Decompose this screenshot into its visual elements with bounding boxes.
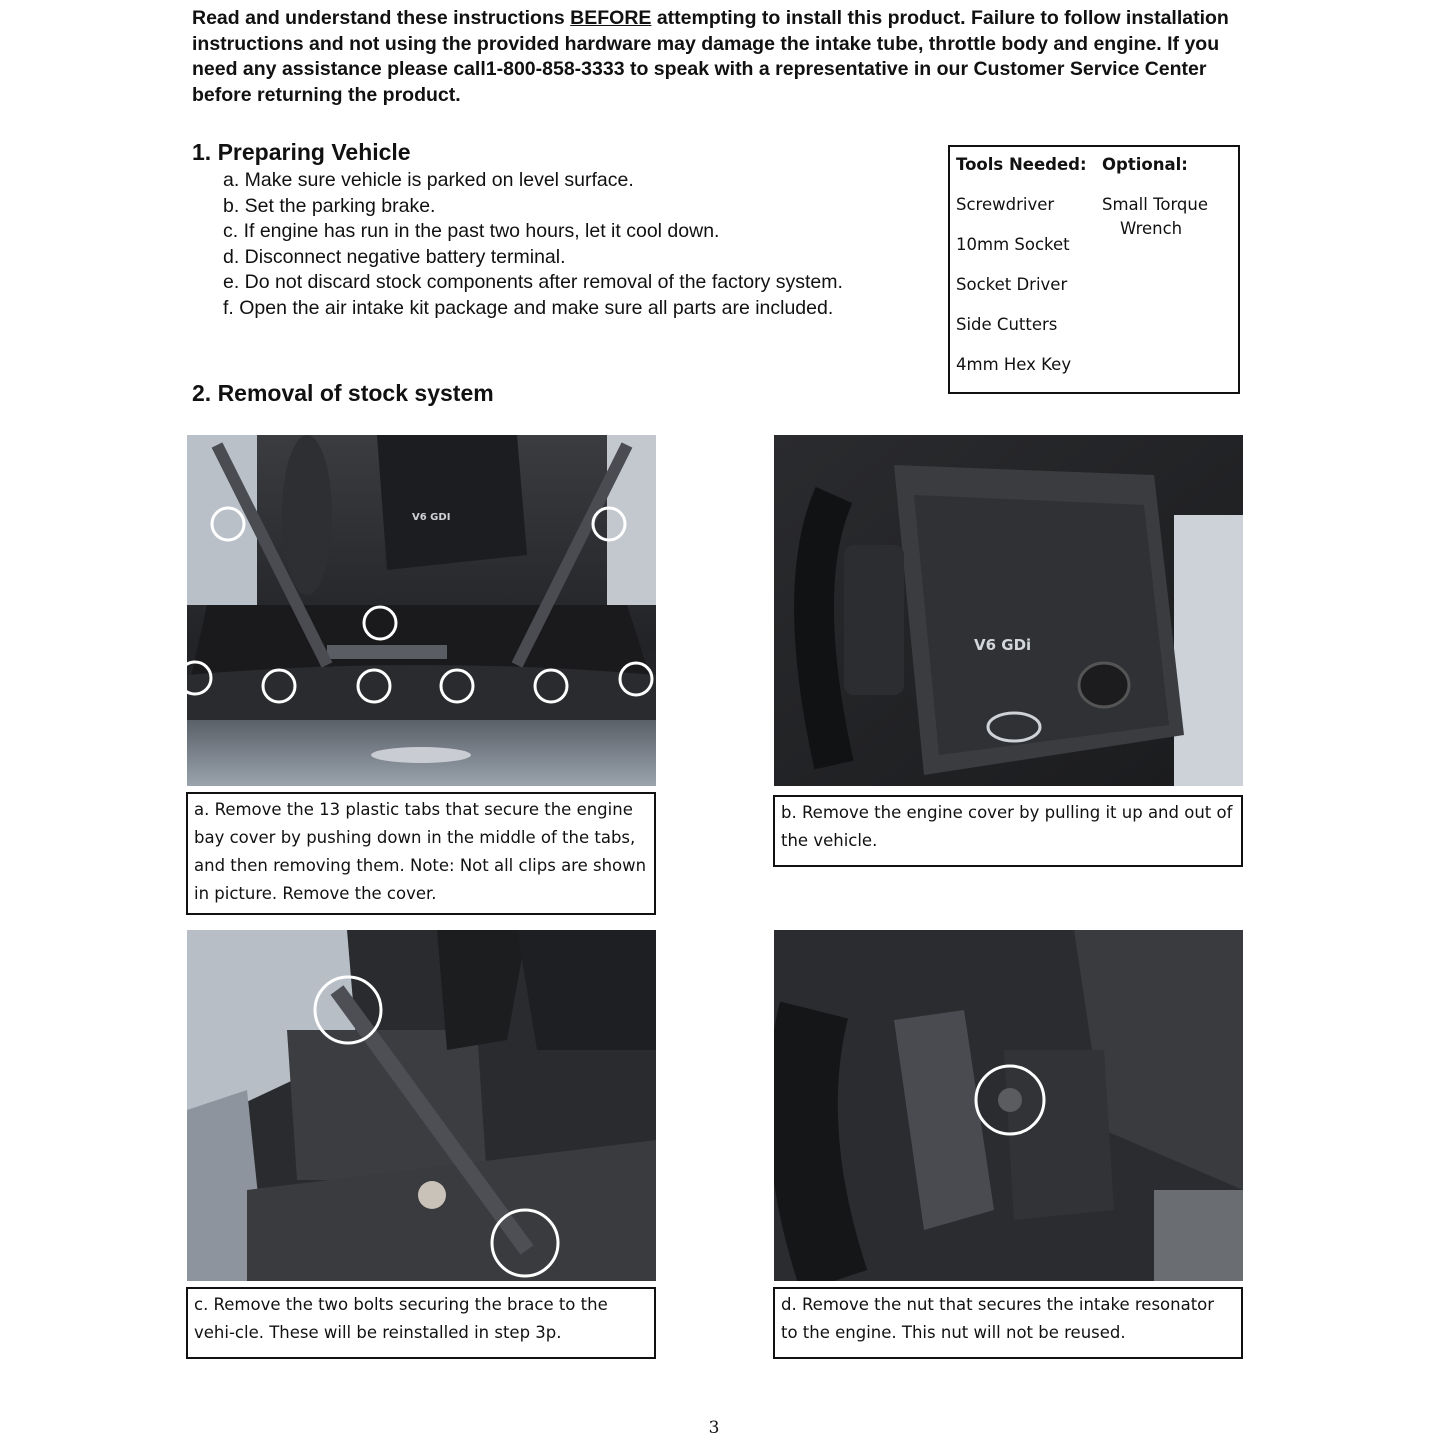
- engine-badge-b: V6 GDi: [974, 636, 1032, 654]
- caption-d: d. Remove the nut that secures the intake resonator to the engine. This nut will not be reused.: [773, 1287, 1243, 1359]
- photo-brace-bolts: [187, 930, 656, 1281]
- engine-badge-a: V6 GDI: [412, 512, 451, 523]
- optional-tool-line-2: Wrench: [1120, 219, 1183, 238]
- intro-text-2: attempting to install this product. Failure to follow installation instructions and not using the provided hardware may damage the intake tube, throttle body and engine. If you need any assistance please call1-800-858-3333 to speak with a representative in our Customer Service Center before returning the product.: [192, 7, 1229, 106]
- tool-item: Side Cutters: [956, 315, 1058, 334]
- intro-warning: [192, 6, 1252, 108]
- intro-text-1: Read and understand these instructions: [192, 7, 571, 29]
- prep-step: c. If engine has run in the past two hours, let it cool down.: [223, 220, 720, 242]
- photo-engine-cover: [774, 435, 1243, 786]
- caption-a: a. Remove the 13 plastic tabs that secure the engine bay cover by pushing down in the middle of the tabs, and then removing them. Note: Not all clips are shown in picture. Remove the cover.: [186, 792, 656, 915]
- photo-engine-bay-tabs: [187, 435, 656, 786]
- photo-engine-cover-art: [774, 435, 1243, 786]
- prep-step: b. Set the parking brake.: [223, 194, 436, 217]
- tool-item: Socket Driver: [956, 275, 1068, 294]
- caption-c: c. Remove the two bolts securing the brace to the vehi-cle. These will be reinstalled in step 3p.: [186, 1287, 656, 1359]
- section-2-heading: 2. Removal of stock system: [192, 380, 494, 406]
- tool-item: 10mm Socket: [956, 235, 1070, 254]
- photo-intake-resonator-art: [774, 930, 1243, 1281]
- optional-tool-line-1: Small Torque: [1102, 195, 1209, 214]
- photo-intake-resonator: [774, 930, 1243, 1281]
- prep-step: e. Do not discard stock components after removal of the factory system.: [223, 271, 843, 293]
- tool-item: 4mm Hex Key: [956, 355, 1072, 374]
- intro-emphasis: BEFORE: [570, 7, 652, 29]
- section-1-heading: 1. Preparing Vehicle: [192, 139, 411, 165]
- photo-brace-bolts-art: [187, 930, 656, 1281]
- tools-optional-column: [1102, 153, 1208, 241]
- tools-needed-header: Tools Needed:: [956, 155, 1087, 174]
- tools-needed-column: [956, 153, 1087, 393]
- tool-item: Screwdriver: [956, 195, 1055, 214]
- prep-step: f. Open the air intake kit package and make sure all parts are included.: [223, 296, 834, 319]
- tools-box: [948, 145, 1240, 394]
- prep-steps-list: [223, 168, 843, 321]
- prep-step: a. Make sure vehicle is parked on level surface.: [223, 169, 634, 191]
- prep-step: d. Disconnect negative battery terminal.: [223, 245, 566, 268]
- caption-b: b. Remove the engine cover by pulling it up and out of the vehicle.: [773, 795, 1243, 867]
- page-number: 3: [708, 1418, 720, 1438]
- tools-optional-header: Optional:: [1102, 155, 1188, 174]
- photo-engine-bay-tabs-art: [187, 435, 656, 786]
